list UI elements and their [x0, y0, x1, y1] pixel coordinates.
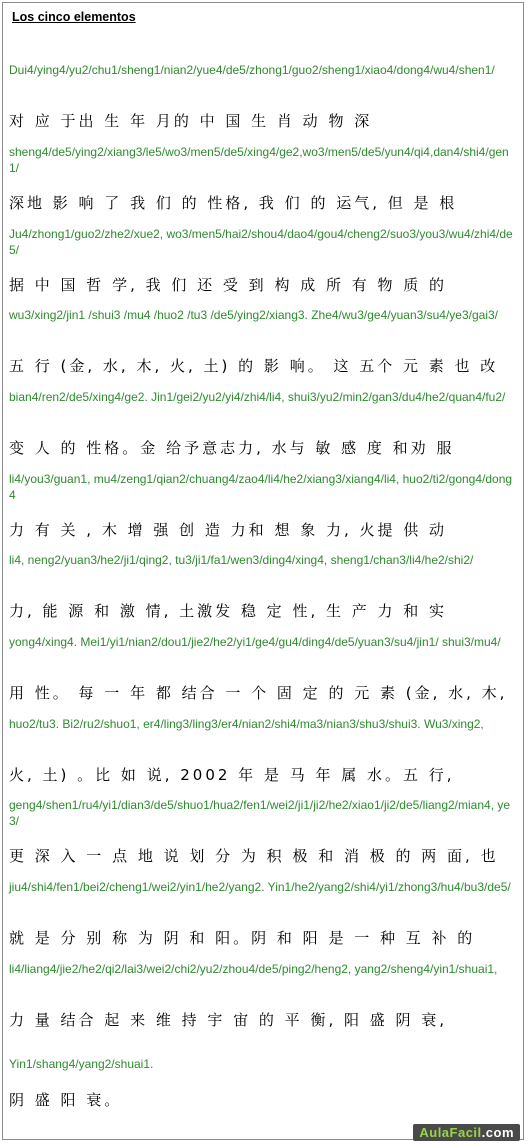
pinyin-line: li4, neng2/yuan3/he2/ji1/qing2, tu3/ji1/fa1/wen3/ding4/xing4, sheng1/chan3/li4/he2/shi2/: [9, 553, 474, 567]
pinyin-line: huo2/tu3. Bi2/ru2/shuo1, er4/ling3/ling3/er4/nian2/shi4/ma3/nian3/shu3/shui3. Wu3/xing2,: [9, 717, 484, 731]
chinese-line: 力 量 结合 起 来 维 持 宇 宙 的 平 衡, 阳 盛 阴 衰,: [9, 1011, 448, 1029]
chinese-line: 力 有 关 , 木 增 强 创 造 力和 想 象 力, 火提 供 动: [9, 521, 448, 539]
watermark-suffix: .com: [481, 1125, 514, 1140]
pinyin-line: bian4/ren2/de5/xing4/ge2. Jin1/gei2/yu2/yi4/zhi4/li4, shui3/yu2/min2/gan3/du4/he2/quan4/fu2/: [9, 390, 506, 404]
chinese-line: 深地 影 响 了 我 们 的 性格, 我 们 的 运气, 但 是 根: [9, 194, 458, 212]
chinese-line: 变 人 的 性格。金 给予意志力, 水与 敏 感 度 和劝 服: [9, 439, 455, 457]
pinyin-line: li4/liang4/jie2/he2/qi2/lai3/wei2/chi2/yu2/zhou4/de5/ping2/heng2, yang2/sheng4/yin1/shuai1,: [9, 962, 498, 976]
document-title: Los cinco elementos: [12, 10, 136, 24]
watermark-brand: AulaFacil: [419, 1125, 482, 1140]
pinyin-line: geng4/shen1/ru4/yi1/dian3/de5/shuo1/hua2/fen1/wei2/ji1/ji2/he2/xiao1/ji2/de5/liang2/mian4, ye3/: [9, 798, 511, 828]
pinyin-line: yong4/xing4. Mei1/yi1/nian2/dou1/jie2/he2/yi1/ge4/gu4/ding4/de5/yuan3/su4/jin1/ shui3/mu4/: [9, 635, 501, 649]
chinese-line: 火, 土) 。比 如 说, 2002 年 是 马 年 属 水。五 行,: [9, 766, 455, 784]
pinyin-line: Dui4/ying4/yu2/chu1/sheng1/nian2/yue4/de5/zhong1/guo2/sheng1/xiao4/dong4/wu4/shen1/: [9, 63, 495, 77]
aulafacil-watermark: [413, 1124, 520, 1141]
chinese-line: 用 性。 每 一 年 都 结合 一 个 固 定 的 元 素 (金, 水, 木,: [9, 684, 508, 702]
pinyin-line: jiu4/shi4/fen1/bei2/cheng1/wei2/yin1/he2/yang2. Yin1/he2/yang2/shi4/yi1/zhong3/hu4/bu3/de5/: [9, 880, 511, 894]
pinyin-line: Ju4/zhong1/guo2/zhe2/xue2, wo3/men5/hai2/shou4/dao4/gou4/cheng2/suo3/you3/wu4/zhi4/de5/: [9, 227, 513, 257]
chinese-line: 据 中 国 哲 学, 我 们 还 受 到 构 成 所 有 物 质 的: [9, 276, 448, 294]
chinese-line: 阴 盛 阳 衰。: [9, 1091, 123, 1109]
chinese-line: 五 行 (金, 水, 木, 火, 土) 的 影 响。 这 五个 元 素 也 改: [9, 357, 499, 375]
pinyin-line: wu3/xing2/jin1 /shui3 /mu4 /huo2 /tu3 /de5/ying2/xiang3. Zhe4/wu3/ge4/yuan3/su4/ye3/gai3/: [9, 308, 499, 322]
chinese-line: 力, 能 源 和 激 情, 土激发 稳 定 性, 生 产 力 和 实: [9, 602, 448, 620]
pinyin-line: sheng4/de5/ying2/xiang3/le5/wo3/men5/de5/xing4/ge2,wo3/men5/de5/yun4/qi4,dan4/shi4/gen1/: [9, 145, 509, 175]
pinyin-line: li4/you3/guan1, mu4/zeng1/qian2/chuang4/zao4/li4/he2/xiang3/xiang4/li4, huo2/ti2/gong4/dong4: [9, 472, 513, 502]
chinese-line: 对 应 于出 生 年 月的 中 国 生 肖 动 物 深: [9, 112, 373, 130]
chinese-line: 更 深 入 一 点 地 说 划 分 为 积 极 和 消 极 的 两 面, 也: [9, 847, 499, 865]
pinyin-line: Yin1/shang4/yang2/shuai1.: [9, 1057, 154, 1071]
chinese-line: 就 是 分 别 称 为 阴 和 阳。阴 和 阳 是 一 种 互 补 的: [9, 929, 476, 947]
